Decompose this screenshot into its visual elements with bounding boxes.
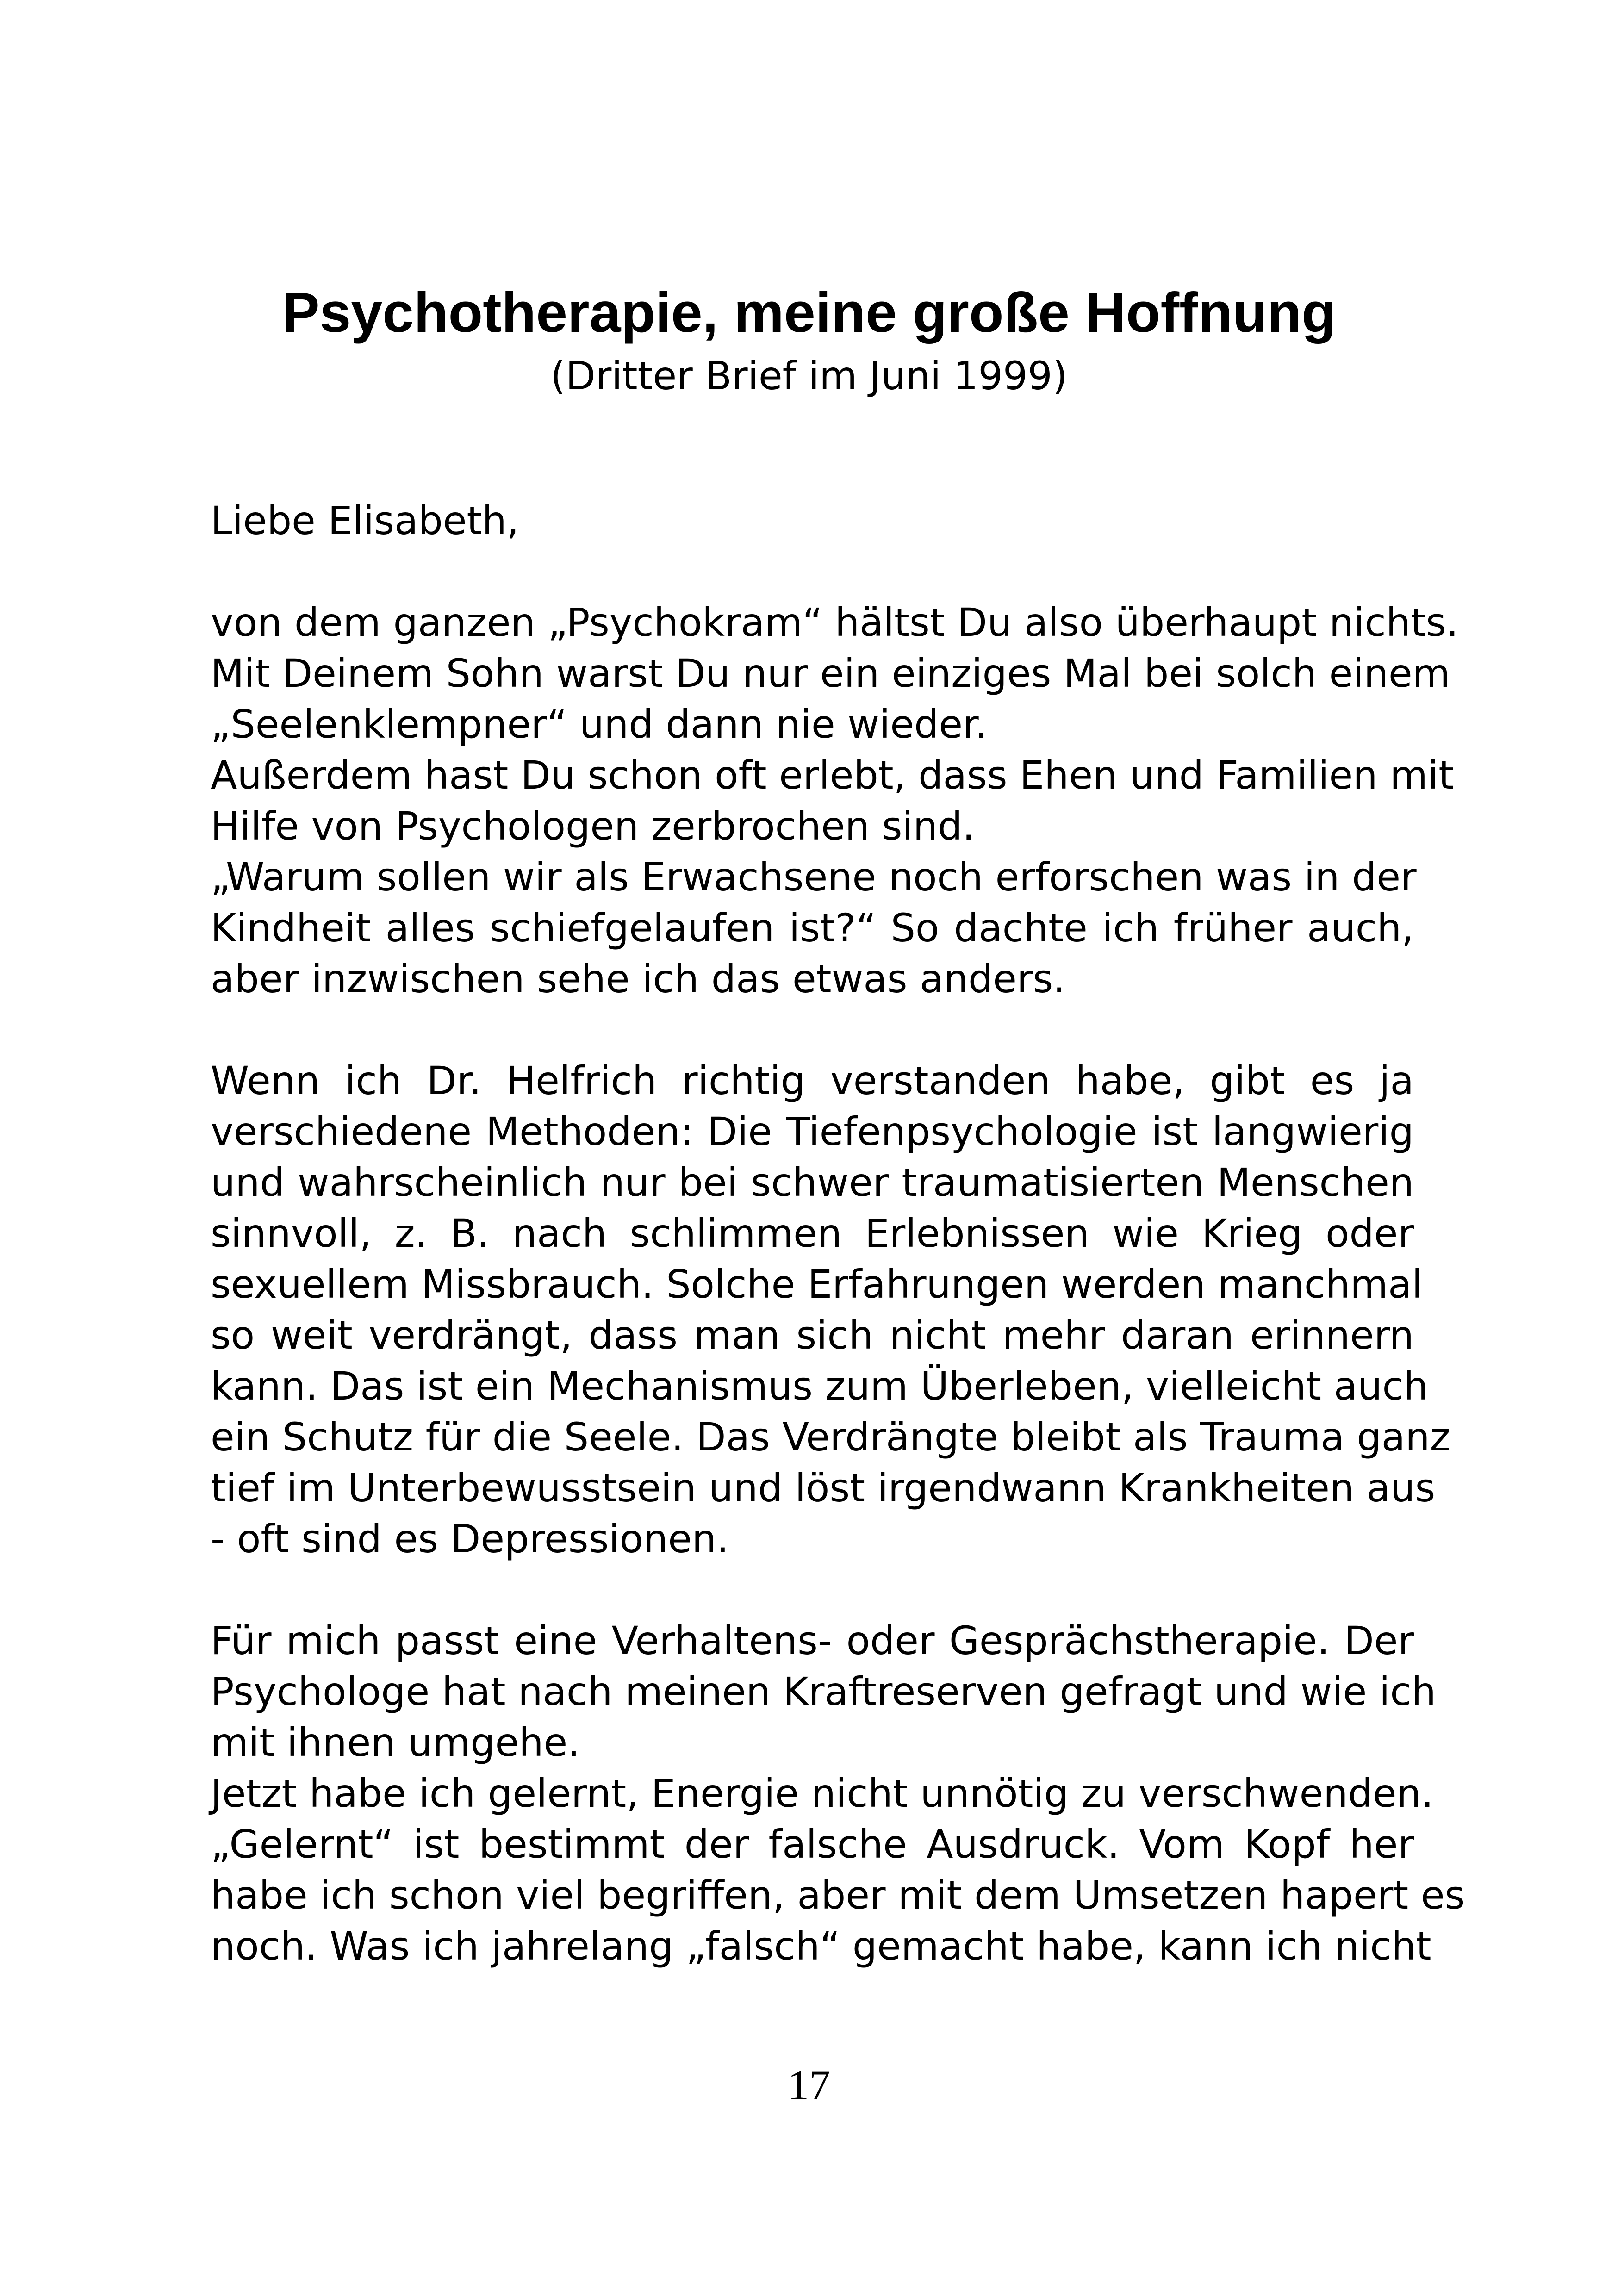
text-line: Jetzt habe ich gelernt, Energie nicht unnötig zu verschwenden. (211, 1771, 1434, 1816)
text-line: Wenn ich Dr. Helfrich richtig verstanden habe, gibt es ja (211, 1058, 1414, 1103)
text-line: Für mich passt eine Verhaltens- oder Gesprächstherapie. Der (211, 1618, 1414, 1663)
text-line: sexuellem Missbrauch. Solche Erfahrungen werden manchmal (211, 1262, 1423, 1307)
salutation: Liebe Elisabeth, (211, 498, 519, 543)
text-line: und wahrscheinlich nur bei schwer traumatisierten Menschen (211, 1160, 1414, 1205)
text-line: aber inzwischen sehe ich das etwas anders. (211, 956, 1065, 1002)
text-line: Mit Deinem Sohn warst Du nur ein einziges Mal bei solch einem (211, 651, 1450, 696)
text-line: Hilfe von Psychologen zerbrochen sind. (211, 803, 975, 849)
text-line: Kindheit alles schiefgelaufen ist?“ So dachte ich früher auch, (211, 905, 1414, 951)
text-line: ein Schutz für die Seele. Das Verdrängte bleibt als Trauma ganz (211, 1414, 1450, 1460)
text-line: sinnvoll, z. B. nach schlimmen Erlebnissen wie Krieg oder (211, 1211, 1414, 1256)
text-line: „Gelernt“ ist bestimmt der falsche Ausdruck. Vom Kopf her (211, 1822, 1414, 1867)
page-title: Psychotherapie, meine große Hoffnung (282, 281, 1336, 344)
text-line: habe ich schon viel begriffen, aber mit dem Umsetzen hapert es (211, 1873, 1465, 1918)
text-line: so weit verdrängt, dass man sich nicht mehr daran erinnern (211, 1313, 1414, 1358)
paragraph-spacer (211, 1004, 1414, 1055)
text-line: Außerdem hast Du schon oft erlebt, dass Ehen und Familien mit (211, 753, 1454, 798)
paragraph-spacer (211, 546, 1414, 597)
page-number: 17 (788, 2061, 830, 2109)
text-line: „Seelenklempner“ und dann nie wieder. (211, 702, 988, 747)
text-line: noch. Was ich jahrelang „falsch“ gemacht habe, kann ich nicht (211, 1923, 1431, 1969)
text-line: Psychologe hat nach meinen Kraftreserven gefragt und wie ich (211, 1669, 1436, 1714)
text-line: - oft sind es Depressionen. (211, 1516, 729, 1562)
paragraph-spacer (211, 1564, 1414, 1615)
text-line: mit ihnen umgehe. (211, 1720, 580, 1765)
text-line: „Warum sollen wir als Erwachsene noch erforschen was in der (211, 854, 1417, 900)
letter-body (211, 495, 1465, 1972)
text-line: tief im Unterbewusstsein und löst irgendwann Krankheiten aus (211, 1465, 1436, 1511)
page-subtitle: (Dritter Brief im Juni 1999) (550, 353, 1068, 398)
text-line: kann. Das ist ein Mechanismus zum Überleben, vielleicht auch (211, 1363, 1428, 1409)
text-line: verschiedene Methoden: Die Tiefenpsychologie ist langwierig (211, 1109, 1414, 1154)
text-line: von dem ganzen „Psychokram“ hältst Du also überhaupt nichts. (211, 600, 1459, 645)
